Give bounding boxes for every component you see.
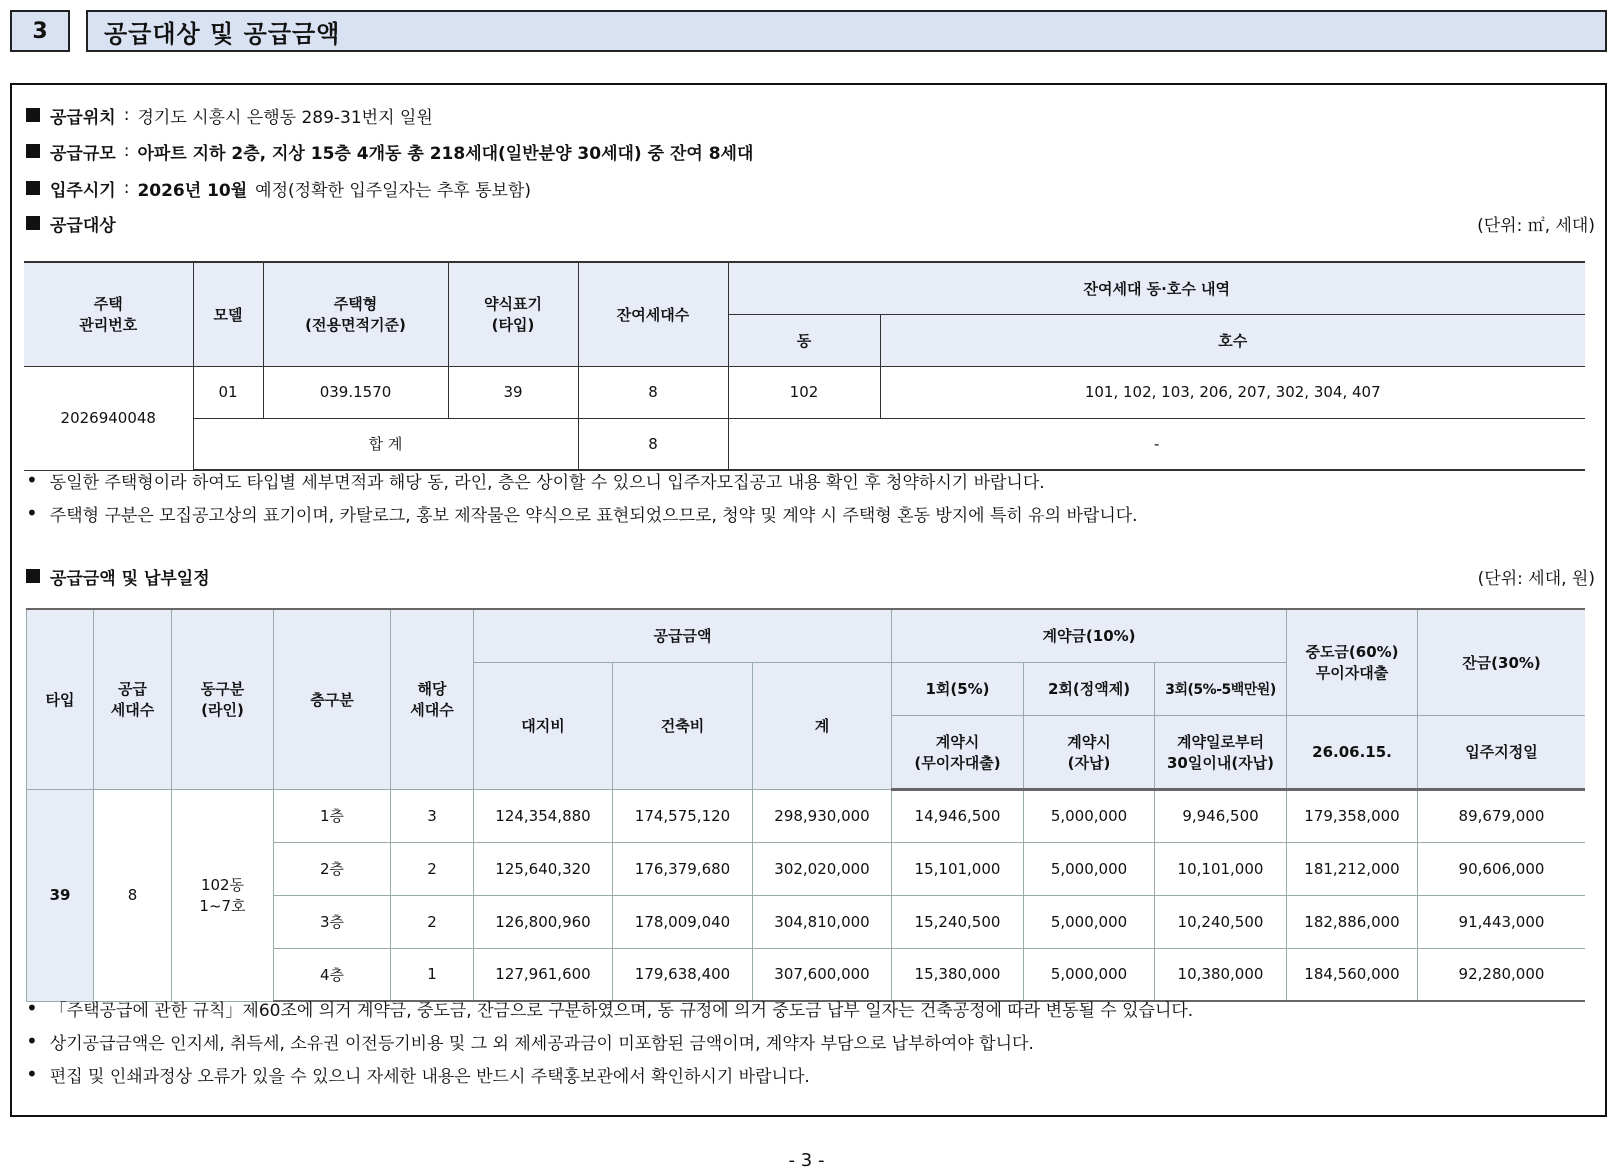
cell-total-label: 합 계 [193, 418, 578, 470]
th-detail: 잔여세대 동·호수 내역 [728, 262, 1585, 314]
cell-build: 174,575,120 [613, 789, 753, 842]
cell-floor: 2층 [274, 842, 391, 895]
th-middle: 중도금(60%) 무이자대출 [1287, 609, 1418, 715]
note-text: 상기공급금액은 인지세, 취득세, 소유권 이전등기비용 및 그 외 제세공과금이 미포함된 금액이며, 계약자 부담으로 납부하여야 합니다. [49, 1033, 1034, 1054]
th-c2: 2회(정액제) [1024, 662, 1155, 715]
info-scale [26, 138, 753, 164]
th-c1-when: 계약시 (무이자대출) [892, 715, 1024, 789]
cell-land: 126,800,960 [474, 895, 613, 948]
cell-total-remaining: 8 [578, 418, 728, 470]
info-value: 아파트 지하 2층, 지상 15층 4개동 총 218세대(일반분양 30세대) 중 잔여 8세대 [137, 143, 754, 164]
cell-units: 3 [391, 789, 474, 842]
info-label: 입주시기 [50, 180, 116, 201]
cell-dong: 102 [728, 366, 880, 418]
square-bullet-icon [26, 108, 40, 122]
cell-supply-units: 8 [94, 789, 172, 1001]
square-bullet-icon [26, 144, 40, 158]
cell-units: 2 [391, 842, 474, 895]
note-text: 편집 및 인쇄과정상 오류가 있을 수 있으니 자세한 내용은 반드시 주택홍보관에서 확인하시기 바랍니다. [49, 1066, 810, 1087]
cell-model: 01 [193, 366, 263, 418]
info-move-in [26, 175, 531, 201]
colon: : [123, 141, 130, 161]
cell-house-type: 039.1570 [263, 366, 448, 418]
price-unit: (단위: 세대, 원) [1477, 568, 1595, 589]
th-supply-price: 공급금액 [474, 609, 892, 662]
cell-dong-line: 102동 1~7호 [172, 789, 274, 1001]
th-dong-line: 동구분 (라인) [172, 609, 274, 789]
cell-balance: 92,280,000 [1418, 948, 1586, 1001]
th-dong: 동 [728, 314, 880, 366]
cell-build: 179,638,400 [613, 948, 753, 1001]
th-build: 건축비 [613, 662, 753, 789]
cell-build: 178,009,040 [613, 895, 753, 948]
th-land: 대지비 [474, 662, 613, 789]
price-note-1 [26, 995, 1193, 1021]
note-text: 「주택공급에 관한 규칙」제60조에 의거 계약금, 중도금, 잔금으로 구분하였으며, 동 규정에 의거 중도금 납부 일자는 건축공정에 따라 변동될 수 있습니다. [49, 1000, 1194, 1021]
info-value: 경기도 시흥시 은행동 289-31번지 일원 [137, 107, 433, 128]
info-label: 공급위치 [50, 107, 116, 128]
cell-ho: 101, 102, 103, 206, 207, 302, 304, 407 [880, 366, 1585, 418]
th-c1: 1회(5%) [892, 662, 1024, 715]
cell-sum: 302,020,000 [753, 842, 892, 895]
cell-c3: 10,101,000 [1155, 842, 1287, 895]
heading-text: 공급대상 [50, 215, 116, 236]
target-heading [26, 210, 116, 236]
th-floor: 층구분 [274, 609, 391, 789]
th-remaining: 잔여세대수 [578, 262, 728, 366]
th-balance: 잔금(30%) [1418, 609, 1586, 715]
th-model: 모델 [193, 262, 263, 366]
cell-floor: 1층 [274, 789, 391, 842]
square-bullet-icon [26, 569, 40, 583]
dot-bullet-icon: • [26, 468, 38, 492]
table-row [24, 366, 1585, 418]
th-balance-when: 입주지정일 [1418, 715, 1586, 789]
dot-bullet-icon: • [26, 1062, 38, 1086]
th-supply-units: 공급 세대수 [94, 609, 172, 789]
cell-middle: 179,358,000 [1287, 789, 1418, 842]
info-location [26, 102, 433, 128]
cell-sum: 298,930,000 [753, 789, 892, 842]
cell-c1: 14,946,500 [892, 789, 1024, 842]
th-c3-when: 계약일로부터 30일이내(자납) [1155, 715, 1287, 789]
square-bullet-icon [26, 216, 40, 230]
cell-type: 39 [27, 789, 94, 1001]
cell-middle: 184,560,000 [1287, 948, 1418, 1001]
cell-floor: 3층 [274, 895, 391, 948]
th-contract: 계약금(10%) [892, 609, 1287, 662]
cell-build: 176,379,680 [613, 842, 753, 895]
cell-c1: 15,380,000 [892, 948, 1024, 1001]
info-value-bold: 2026년 10월 [137, 180, 248, 201]
price-note-2 [26, 1028, 1034, 1054]
cell-c3: 10,380,000 [1155, 948, 1287, 1001]
cell-land: 125,640,320 [474, 842, 613, 895]
colon: : [123, 178, 130, 198]
cell-c2: 5,000,000 [1024, 948, 1155, 1001]
cell-sum: 304,810,000 [753, 895, 892, 948]
target-note-1 [26, 467, 1045, 493]
cell-units: 2 [391, 895, 474, 948]
square-bullet-icon [26, 181, 40, 195]
cell-short-type: 39 [448, 366, 578, 418]
section-number: 3 [10, 10, 70, 52]
price-note-3 [26, 1061, 810, 1087]
cell-middle: 182,886,000 [1287, 895, 1418, 948]
th-c2-when: 계약시 (자납) [1024, 715, 1155, 789]
th-ho: 호수 [880, 314, 1585, 366]
table-total-row [24, 418, 1585, 470]
cell-c1: 15,101,000 [892, 842, 1024, 895]
price-heading [26, 563, 210, 589]
price-table [26, 608, 1585, 1002]
info-value: 예정(정확한 입주일자는 추후 통보함) [255, 180, 531, 201]
cell-total-detail: - [728, 418, 1585, 470]
th-c3: 3회(5%-5백만원) [1155, 662, 1287, 715]
dot-bullet-icon: • [26, 1029, 38, 1053]
cell-floor: 4층 [274, 948, 391, 1001]
cell-sum: 307,600,000 [753, 948, 892, 1001]
th-short-type: 약식표기 (타입) [448, 262, 578, 366]
th-sum: 계 [753, 662, 892, 789]
cell-c2: 5,000,000 [1024, 842, 1155, 895]
colon: : [123, 105, 130, 125]
cell-c2: 5,000,000 [1024, 789, 1155, 842]
cell-c2: 5,000,000 [1024, 895, 1155, 948]
th-type: 타입 [27, 609, 94, 789]
cell-land: 127,961,600 [474, 948, 613, 1001]
th-units: 해당 세대수 [391, 609, 474, 789]
cell-balance: 91,443,000 [1418, 895, 1586, 948]
cell-balance: 90,606,000 [1418, 842, 1586, 895]
target-unit: (단위: ㎡, 세대) [1477, 215, 1595, 236]
page-number: - 3 - [788, 1150, 825, 1171]
cell-c3: 9,946,500 [1155, 789, 1287, 842]
note-text: 동일한 주택형이라 하여도 타입별 세부면적과 해당 동, 라인, 층은 상이할 수 있으니 입주자모집공고 내용 확인 후 청약하시기 바랍니다. [49, 472, 1045, 493]
note-text: 주택형 구분은 모집공고상의 표기이며, 카탈로그, 홍보 제작물은 약식으로 표현되었으므로, 청약 및 계약 시 주택형 혼동 방지에 특히 유의 바랍니다. [49, 505, 1138, 526]
dot-bullet-icon: • [26, 996, 38, 1020]
target-table [24, 261, 1585, 471]
cell-units: 1 [391, 948, 474, 1001]
heading-text: 공급금액 및 납부일정 [50, 568, 210, 589]
content-frame [10, 83, 1607, 1117]
th-house-type: 주택형 (전용면적기준) [263, 262, 448, 366]
th-middle-date: 26.06.15. [1287, 715, 1418, 789]
cell-land: 124,354,880 [474, 789, 613, 842]
cell-balance: 89,679,000 [1418, 789, 1586, 842]
target-note-2 [26, 500, 1138, 526]
info-label: 공급규모 [50, 143, 116, 164]
cell-middle: 181,212,000 [1287, 842, 1418, 895]
dot-bullet-icon: • [26, 501, 38, 525]
cell-remaining: 8 [578, 366, 728, 418]
cell-mgmt-no: 2026940048 [24, 366, 193, 470]
section-title: 공급대상 및 공급금액 [86, 10, 1607, 52]
cell-c1: 15,240,500 [892, 895, 1024, 948]
cell-c3: 10,240,500 [1155, 895, 1287, 948]
table-row [27, 789, 1586, 842]
th-mgmt-no: 주택 관리번호 [24, 262, 193, 366]
